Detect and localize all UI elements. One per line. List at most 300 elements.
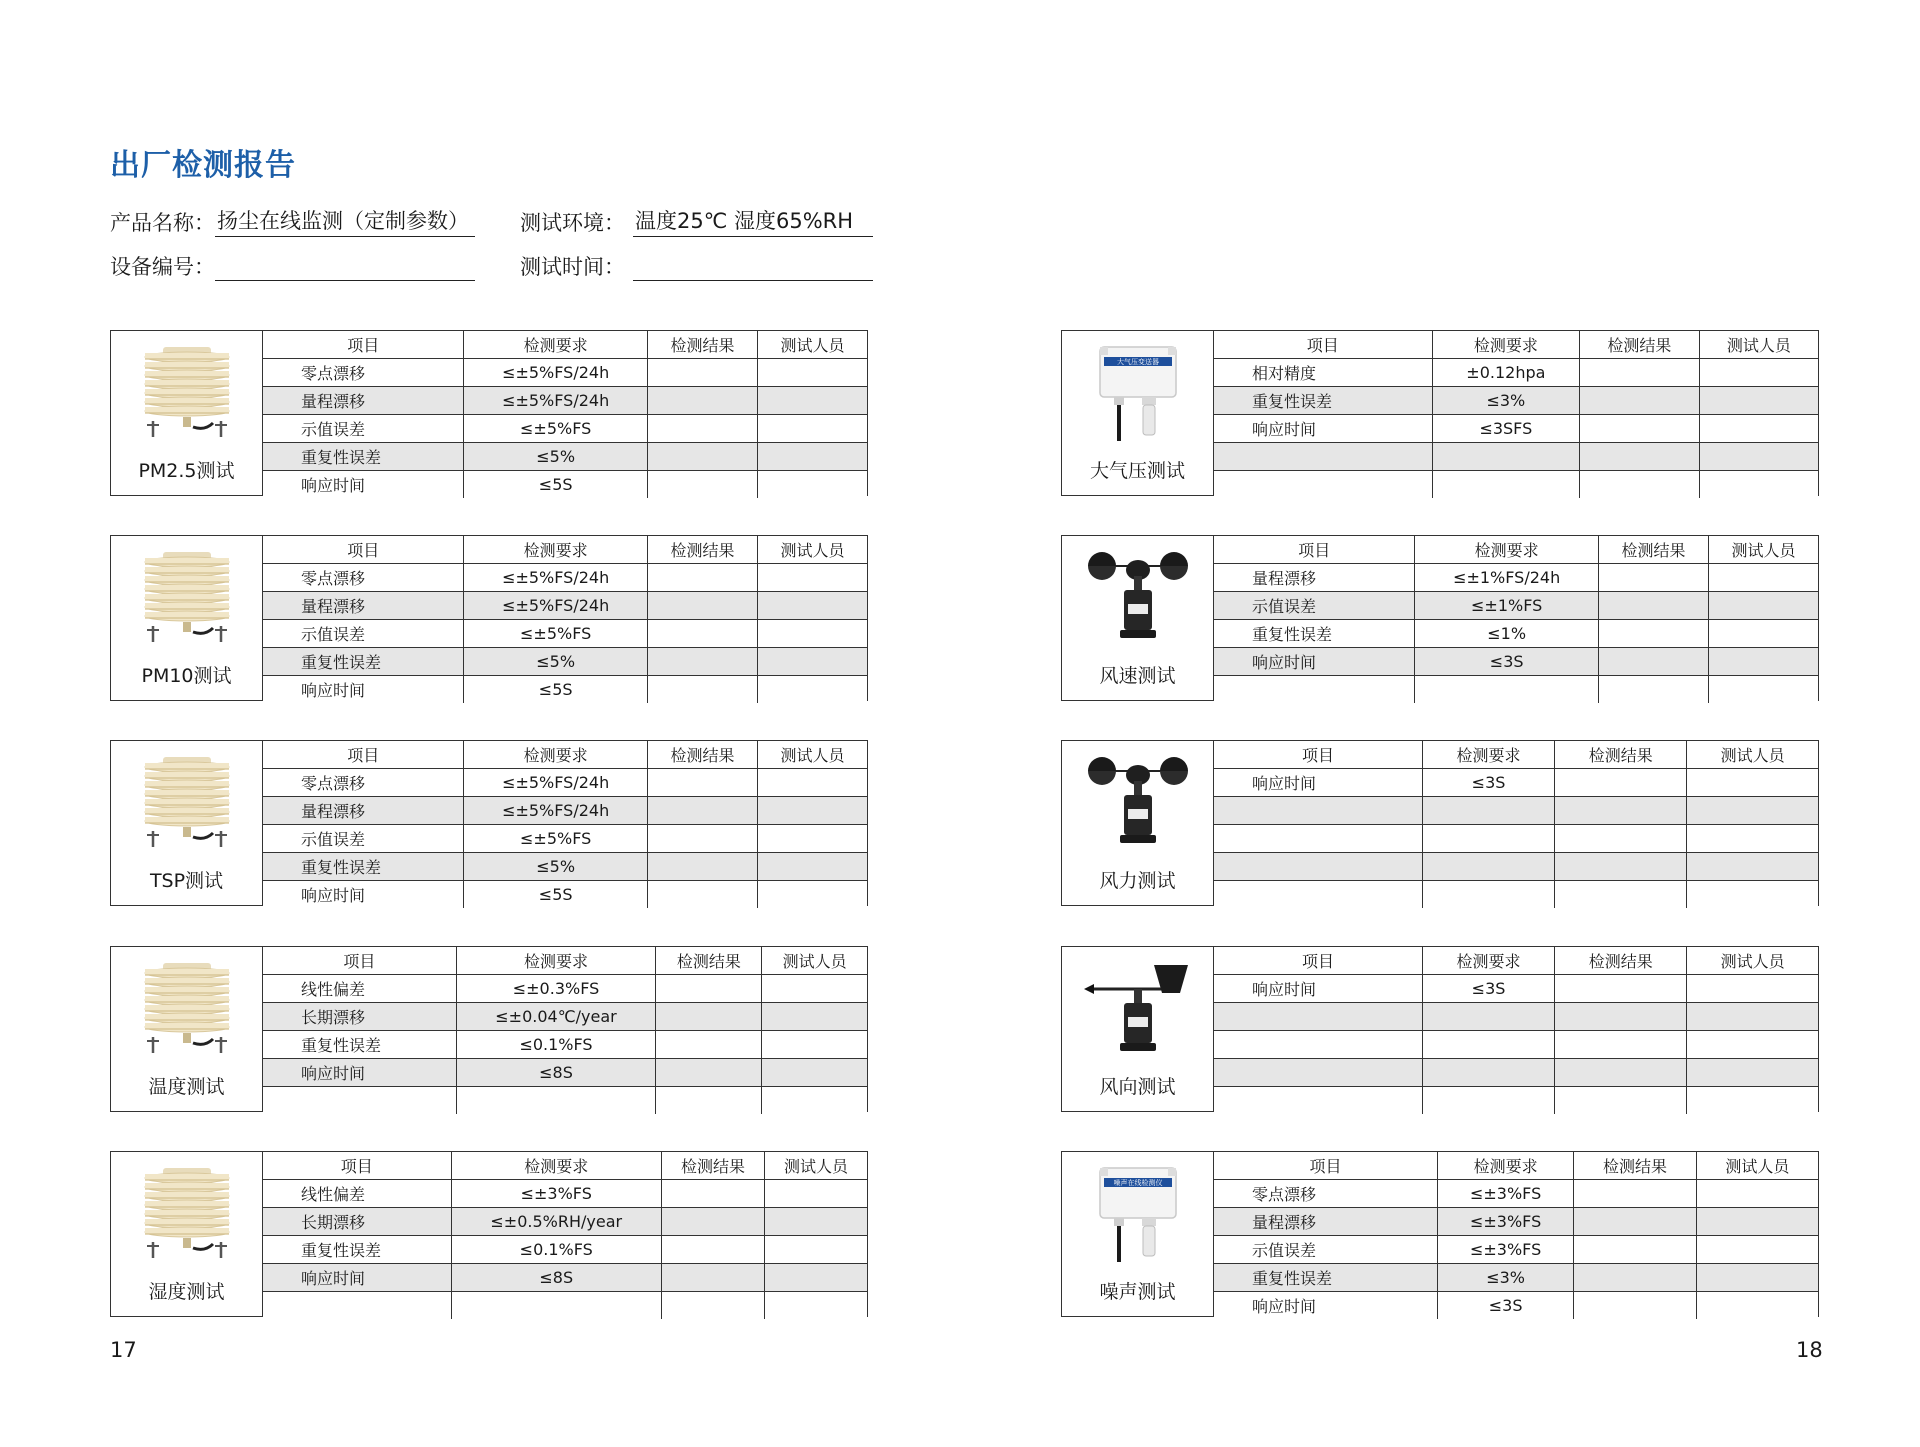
device-image-cell xyxy=(1062,947,1214,1111)
item-cell: 重复性误差 xyxy=(1214,387,1432,415)
item-cell: 量程漂移 xyxy=(1214,1208,1437,1236)
column-header: 测试人员 xyxy=(758,536,867,564)
anemometer-icon xyxy=(1084,548,1192,648)
device-image-cell xyxy=(1062,741,1214,905)
item-cell: 重复性误差 xyxy=(263,648,464,676)
table-row xyxy=(1214,1208,1818,1236)
table-row xyxy=(263,881,867,909)
table-row xyxy=(263,1180,867,1208)
requirement-cell xyxy=(1422,853,1554,881)
result-cell[interactable] xyxy=(1574,1180,1697,1208)
item-cell: 零点漂移 xyxy=(263,359,464,387)
tester-cell[interactable] xyxy=(762,1059,867,1087)
result-cell[interactable] xyxy=(647,881,757,909)
spec-table xyxy=(1214,331,1818,498)
column-header: 测试人员 xyxy=(1696,1152,1818,1180)
item-cell: 长期漂移 xyxy=(263,1208,451,1236)
table-row xyxy=(263,1031,867,1059)
item-cell: 示值误差 xyxy=(1214,1236,1437,1264)
requirement-cell: ≤0.1%FS xyxy=(451,1236,662,1264)
requirement-cell: ≤±1%FS/24h xyxy=(1415,564,1598,592)
result-cell[interactable] xyxy=(1555,1003,1687,1031)
wind-vane-icon xyxy=(1084,959,1192,1059)
item-cell xyxy=(1214,1031,1422,1059)
right-test-card-3 xyxy=(1061,946,1819,1112)
tester-cell[interactable] xyxy=(1687,797,1818,825)
column-header: 检测要求 xyxy=(1437,1152,1573,1180)
tester-cell[interactable] xyxy=(1687,1059,1818,1087)
table-header-row xyxy=(263,331,867,359)
item-cell: 重复性误差 xyxy=(1214,620,1415,648)
anemometer-icon xyxy=(1084,753,1192,853)
device-image-cell xyxy=(111,1152,263,1316)
result-cell[interactable] xyxy=(647,769,757,797)
item-cell: 量程漂移 xyxy=(263,592,464,620)
tester-cell[interactable] xyxy=(758,648,867,676)
requirement-cell: ≤5S xyxy=(464,881,647,909)
result-cell[interactable] xyxy=(1574,1236,1697,1264)
requirement-cell: ≤3% xyxy=(1437,1264,1573,1292)
result-cell[interactable] xyxy=(656,1031,762,1059)
result-cell[interactable] xyxy=(647,359,757,387)
table-row xyxy=(263,564,867,592)
product-name-value: 扬尘在线监测（定制参数） xyxy=(215,206,475,237)
item-cell xyxy=(1214,853,1422,881)
item-cell: 长期漂移 xyxy=(263,1003,456,1031)
tester-cell[interactable] xyxy=(765,1292,867,1320)
result-cell[interactable] xyxy=(647,592,757,620)
table-row xyxy=(1214,1003,1818,1031)
tester-cell[interactable] xyxy=(758,620,867,648)
item-cell: 响应时间 xyxy=(263,676,464,704)
table-row xyxy=(1214,359,1818,387)
column-header: 测试人员 xyxy=(1709,536,1818,564)
item-cell: 示值误差 xyxy=(263,620,464,648)
item-cell: 重复性误差 xyxy=(263,1236,451,1264)
result-cell[interactable] xyxy=(662,1292,765,1320)
column-header: 项目 xyxy=(263,331,464,359)
device-box-label: 大气压变送器 xyxy=(1117,358,1159,366)
result-cell[interactable] xyxy=(1580,415,1700,443)
result-cell[interactable] xyxy=(656,1087,762,1115)
table-row xyxy=(263,387,867,415)
tester-cell[interactable] xyxy=(765,1208,867,1236)
requirement-cell: ≤±5%FS/24h xyxy=(464,592,647,620)
table-row xyxy=(263,415,867,443)
table-row xyxy=(263,797,867,825)
result-cell[interactable] xyxy=(1598,592,1708,620)
tester-cell[interactable] xyxy=(1696,1236,1818,1264)
tester-cell[interactable] xyxy=(1699,415,1818,443)
table-row xyxy=(1214,592,1818,620)
left-test-card-3 xyxy=(110,946,868,1112)
requirement-cell: ≤3S xyxy=(1422,975,1554,1003)
result-cell[interactable] xyxy=(647,797,757,825)
result-cell[interactable] xyxy=(647,443,757,471)
requirement-cell: ≤±5%FS/24h xyxy=(464,387,647,415)
table-row xyxy=(1214,1087,1818,1115)
result-cell[interactable] xyxy=(1598,648,1708,676)
page-number-right: 18 xyxy=(1796,1338,1823,1362)
requirement-cell: ≤±3%FS xyxy=(451,1180,662,1208)
requirement-cell: ≤3S xyxy=(1422,769,1554,797)
column-header: 项目 xyxy=(1214,331,1432,359)
test-time-row xyxy=(520,250,873,281)
column-header: 项目 xyxy=(1214,536,1415,564)
result-cell[interactable] xyxy=(662,1236,765,1264)
result-cell[interactable] xyxy=(1555,797,1687,825)
item-cell xyxy=(1214,797,1422,825)
tester-cell[interactable] xyxy=(765,1180,867,1208)
product-name-label: 产品名称： xyxy=(110,211,215,235)
test-caption: 风力测试 xyxy=(1099,870,1176,892)
result-cell[interactable] xyxy=(662,1264,765,1292)
tester-cell[interactable] xyxy=(758,471,867,499)
spec-table xyxy=(1214,741,1818,908)
requirement-cell: ≤±3%FS xyxy=(1437,1208,1573,1236)
tester-cell[interactable] xyxy=(1687,1031,1818,1059)
column-header: 检测结果 xyxy=(656,947,762,975)
tester-cell[interactable] xyxy=(758,359,867,387)
tester-cell[interactable] xyxy=(1687,1087,1818,1115)
tester-cell[interactable] xyxy=(758,853,867,881)
test-caption: 风向测试 xyxy=(1099,1076,1176,1098)
result-cell[interactable] xyxy=(1598,676,1708,704)
table-row xyxy=(263,975,867,1003)
item-cell xyxy=(1214,825,1422,853)
result-cell[interactable] xyxy=(662,1180,765,1208)
column-header: 测试人员 xyxy=(1699,331,1818,359)
table-header-row xyxy=(263,947,867,975)
tester-cell[interactable] xyxy=(758,825,867,853)
tester-cell[interactable] xyxy=(1696,1180,1818,1208)
table-header-row xyxy=(1214,947,1818,975)
requirement-cell: ±0.12hpa xyxy=(1432,359,1579,387)
requirement-cell xyxy=(1432,471,1579,499)
requirement-cell: ≤3S xyxy=(1437,1292,1573,1320)
radiation-shield-icon xyxy=(133,343,241,439)
item-cell: 零点漂移 xyxy=(263,769,464,797)
result-cell[interactable] xyxy=(647,620,757,648)
item-cell: 重复性误差 xyxy=(263,1031,456,1059)
tester-cell[interactable] xyxy=(758,797,867,825)
tester-cell[interactable] xyxy=(1687,975,1818,1003)
requirement-cell: ≤5% xyxy=(464,853,647,881)
item-cell xyxy=(263,1087,456,1115)
radiation-shield-icon xyxy=(133,548,241,644)
item-cell xyxy=(1214,676,1415,704)
tester-cell[interactable] xyxy=(762,1003,867,1031)
table-row xyxy=(263,359,867,387)
result-cell[interactable] xyxy=(656,1059,762,1087)
requirement-cell: ≤8S xyxy=(456,1059,656,1087)
result-cell[interactable] xyxy=(1580,471,1700,499)
result-cell[interactable] xyxy=(656,1003,762,1031)
column-header: 测试人员 xyxy=(1687,947,1818,975)
tester-cell[interactable] xyxy=(1709,592,1818,620)
requirement-cell xyxy=(1422,1031,1554,1059)
column-header: 检测要求 xyxy=(464,331,647,359)
test-time-label: 测试时间： xyxy=(520,255,625,279)
column-header: 项目 xyxy=(263,947,456,975)
tester-cell[interactable] xyxy=(758,443,867,471)
result-cell[interactable] xyxy=(647,471,757,499)
result-cell[interactable] xyxy=(647,825,757,853)
tester-cell[interactable] xyxy=(762,975,867,1003)
test-env-label: 测试环境： xyxy=(520,211,625,235)
tester-cell[interactable] xyxy=(758,387,867,415)
tester-cell[interactable] xyxy=(1709,648,1818,676)
tester-cell[interactable] xyxy=(1699,443,1818,471)
result-cell[interactable] xyxy=(1555,1087,1687,1115)
requirement-cell: ≤5S xyxy=(464,471,647,499)
item-cell: 响应时间 xyxy=(1214,1292,1437,1320)
tester-cell[interactable] xyxy=(1696,1208,1818,1236)
tester-cell[interactable] xyxy=(1687,1003,1818,1031)
tester-cell[interactable] xyxy=(765,1236,867,1264)
table-header-row xyxy=(263,1152,867,1180)
test-time-value xyxy=(633,250,873,281)
column-header: 检测结果 xyxy=(1555,947,1687,975)
test-caption: 大气压测试 xyxy=(1089,460,1185,482)
result-cell[interactable] xyxy=(1574,1264,1697,1292)
result-cell[interactable] xyxy=(656,975,762,1003)
tester-cell[interactable] xyxy=(1687,769,1818,797)
item-cell: 零点漂移 xyxy=(263,564,464,592)
table-row xyxy=(263,648,867,676)
table-row xyxy=(263,1264,867,1292)
column-header: 测试人员 xyxy=(758,741,867,769)
table-row xyxy=(1214,853,1818,881)
result-cell[interactable] xyxy=(647,387,757,415)
table-row xyxy=(263,1059,867,1087)
tester-cell[interactable] xyxy=(1696,1264,1818,1292)
requirement-cell xyxy=(1432,443,1579,471)
tester-cell[interactable] xyxy=(1699,471,1818,499)
radiation-shield-icon xyxy=(133,753,241,849)
table-row xyxy=(263,592,867,620)
left-test-card-4 xyxy=(110,1151,868,1317)
result-cell[interactable] xyxy=(1555,769,1687,797)
tester-cell[interactable] xyxy=(1687,825,1818,853)
table-row xyxy=(1214,825,1818,853)
spec-table xyxy=(263,741,867,908)
spec-table xyxy=(1214,947,1818,1114)
table-row xyxy=(1214,1031,1818,1059)
result-cell[interactable] xyxy=(1555,825,1687,853)
item-cell: 量程漂移 xyxy=(263,797,464,825)
table-row xyxy=(1214,676,1818,704)
table-header-row xyxy=(1214,331,1818,359)
tester-cell[interactable] xyxy=(1699,387,1818,415)
tester-cell[interactable] xyxy=(758,769,867,797)
requirement-cell: ≤3% xyxy=(1432,387,1579,415)
product-name-row xyxy=(110,206,475,237)
item-cell: 响应时间 xyxy=(1214,415,1432,443)
item-cell: 量程漂移 xyxy=(263,387,464,415)
result-cell[interactable] xyxy=(1555,1059,1687,1087)
test-caption: 湿度测试 xyxy=(148,1281,225,1303)
result-cell[interactable] xyxy=(1580,359,1700,387)
table-row xyxy=(263,1208,867,1236)
item-cell: 重复性误差 xyxy=(263,443,464,471)
table-row xyxy=(263,853,867,881)
result-cell[interactable] xyxy=(647,415,757,443)
table-row xyxy=(1214,1236,1818,1264)
requirement-cell xyxy=(1422,825,1554,853)
requirement-cell: ≤±0.04℃/year xyxy=(456,1003,656,1031)
tester-cell[interactable] xyxy=(1696,1292,1818,1320)
table-row xyxy=(1214,975,1818,1003)
device-image-cell xyxy=(111,741,263,905)
device-number-label: 设备编号： xyxy=(110,255,215,279)
tester-cell[interactable] xyxy=(1709,620,1818,648)
column-header: 检测要求 xyxy=(1415,536,1598,564)
item-cell: 响应时间 xyxy=(1214,769,1422,797)
test-caption: TSP测试 xyxy=(149,870,224,892)
result-cell[interactable] xyxy=(1555,881,1687,909)
requirement-cell xyxy=(456,1087,656,1115)
table-row xyxy=(263,1003,867,1031)
column-header: 检测要求 xyxy=(1432,331,1579,359)
column-header: 检测要求 xyxy=(451,1152,662,1180)
table-row xyxy=(263,676,867,704)
table-header-row xyxy=(263,741,867,769)
spec-table xyxy=(263,947,867,1114)
table-row xyxy=(1214,797,1818,825)
table-row xyxy=(263,1087,867,1115)
device-image-cell xyxy=(1062,331,1214,495)
left-test-card-1 xyxy=(110,535,868,701)
item-cell: 示值误差 xyxy=(263,825,464,853)
table-row xyxy=(1214,1059,1818,1087)
requirement-cell: ≤±5%FS/24h xyxy=(464,564,647,592)
tester-cell[interactable] xyxy=(1687,853,1818,881)
column-header: 测试人员 xyxy=(762,947,867,975)
item-cell xyxy=(1214,1087,1422,1115)
result-cell[interactable] xyxy=(1555,975,1687,1003)
column-header: 项目 xyxy=(263,1152,451,1180)
tester-cell[interactable] xyxy=(762,1031,867,1059)
table-row xyxy=(263,1292,867,1320)
item-cell: 响应时间 xyxy=(263,1264,451,1292)
requirement-cell: ≤0.1%FS xyxy=(456,1031,656,1059)
device-number-value xyxy=(215,250,475,281)
table-row xyxy=(1214,415,1818,443)
result-cell[interactable] xyxy=(647,564,757,592)
page-number-left: 17 xyxy=(110,1338,137,1362)
item-cell: 零点漂移 xyxy=(1214,1180,1437,1208)
tester-cell[interactable] xyxy=(765,1264,867,1292)
column-header: 检测要求 xyxy=(464,536,647,564)
result-cell[interactable] xyxy=(1574,1208,1697,1236)
result-cell[interactable] xyxy=(1580,387,1700,415)
item-cell: 示值误差 xyxy=(1214,592,1415,620)
requirement-cell: ≤5S xyxy=(464,676,647,704)
tester-cell[interactable] xyxy=(1709,564,1818,592)
column-header: 检测要求 xyxy=(456,947,656,975)
table-header-row xyxy=(1214,1152,1818,1180)
right-test-card-0 xyxy=(1061,330,1819,496)
left-test-card-2 xyxy=(110,740,868,906)
spec-table xyxy=(1214,1152,1818,1319)
left-test-card-0 xyxy=(110,330,868,496)
requirement-cell: ≤±5%FS/24h xyxy=(464,769,647,797)
table-row xyxy=(1214,387,1818,415)
right-test-card-2 xyxy=(1061,740,1819,906)
item-cell: 线性偏差 xyxy=(263,1180,451,1208)
result-cell[interactable] xyxy=(1580,443,1700,471)
item-cell: 重复性误差 xyxy=(263,853,464,881)
requirement-cell: ≤±0.3%FS xyxy=(456,975,656,1003)
result-cell[interactable] xyxy=(647,676,757,704)
tester-cell[interactable] xyxy=(758,881,867,909)
requirement-cell: ≤3SFS xyxy=(1432,415,1579,443)
requirement-cell xyxy=(1422,1003,1554,1031)
device-image-cell xyxy=(111,331,263,495)
result-cell[interactable] xyxy=(647,648,757,676)
item-cell: 响应时间 xyxy=(1214,975,1422,1003)
table-row xyxy=(1214,881,1818,909)
requirement-cell: ≤3S xyxy=(1415,648,1598,676)
result-cell[interactable] xyxy=(1574,1292,1697,1320)
item-cell xyxy=(1214,1059,1422,1087)
column-header: 项目 xyxy=(263,741,464,769)
column-header: 检测结果 xyxy=(1555,741,1687,769)
column-header: 检测要求 xyxy=(1422,741,1554,769)
result-cell[interactable] xyxy=(1555,1031,1687,1059)
result-cell[interactable] xyxy=(647,853,757,881)
tester-cell[interactable] xyxy=(758,676,867,704)
tester-cell[interactable] xyxy=(1687,881,1818,909)
requirement-cell: ≤±1%FS xyxy=(1415,592,1598,620)
tester-cell[interactable] xyxy=(762,1087,867,1115)
column-header: 测试人员 xyxy=(758,331,867,359)
table-row xyxy=(263,1236,867,1264)
radiation-shield-icon xyxy=(133,959,241,1055)
tester-cell[interactable] xyxy=(758,415,867,443)
test-caption: 噪声测试 xyxy=(1099,1281,1176,1303)
result-cell[interactable] xyxy=(1555,853,1687,881)
spec-table xyxy=(263,536,867,703)
column-header: 项目 xyxy=(1214,947,1422,975)
requirement-cell xyxy=(1422,881,1554,909)
device-image-cell xyxy=(111,536,263,700)
result-cell[interactable] xyxy=(1598,620,1708,648)
tester-cell[interactable] xyxy=(1709,676,1818,704)
table-row xyxy=(1214,1292,1818,1320)
table-row xyxy=(1214,1180,1818,1208)
spec-table xyxy=(263,331,867,498)
requirement-cell: ≤5% xyxy=(464,443,647,471)
tester-cell[interactable] xyxy=(758,564,867,592)
table-header-row xyxy=(1214,536,1818,564)
table-row xyxy=(263,443,867,471)
result-cell[interactable] xyxy=(1598,564,1708,592)
test-env-value: 温度25℃ 湿度65%RH xyxy=(633,206,873,237)
column-header: 检测结果 xyxy=(647,331,757,359)
result-cell[interactable] xyxy=(662,1208,765,1236)
table-header-row xyxy=(263,536,867,564)
column-header: 检测结果 xyxy=(647,741,757,769)
tester-cell[interactable] xyxy=(758,592,867,620)
requirement-cell: ≤±5%FS/24h xyxy=(464,797,647,825)
tester-cell[interactable] xyxy=(1699,359,1818,387)
column-header: 项目 xyxy=(263,536,464,564)
requirement-cell: ≤1% xyxy=(1415,620,1598,648)
item-cell xyxy=(1214,1003,1422,1031)
table-row xyxy=(1214,620,1818,648)
